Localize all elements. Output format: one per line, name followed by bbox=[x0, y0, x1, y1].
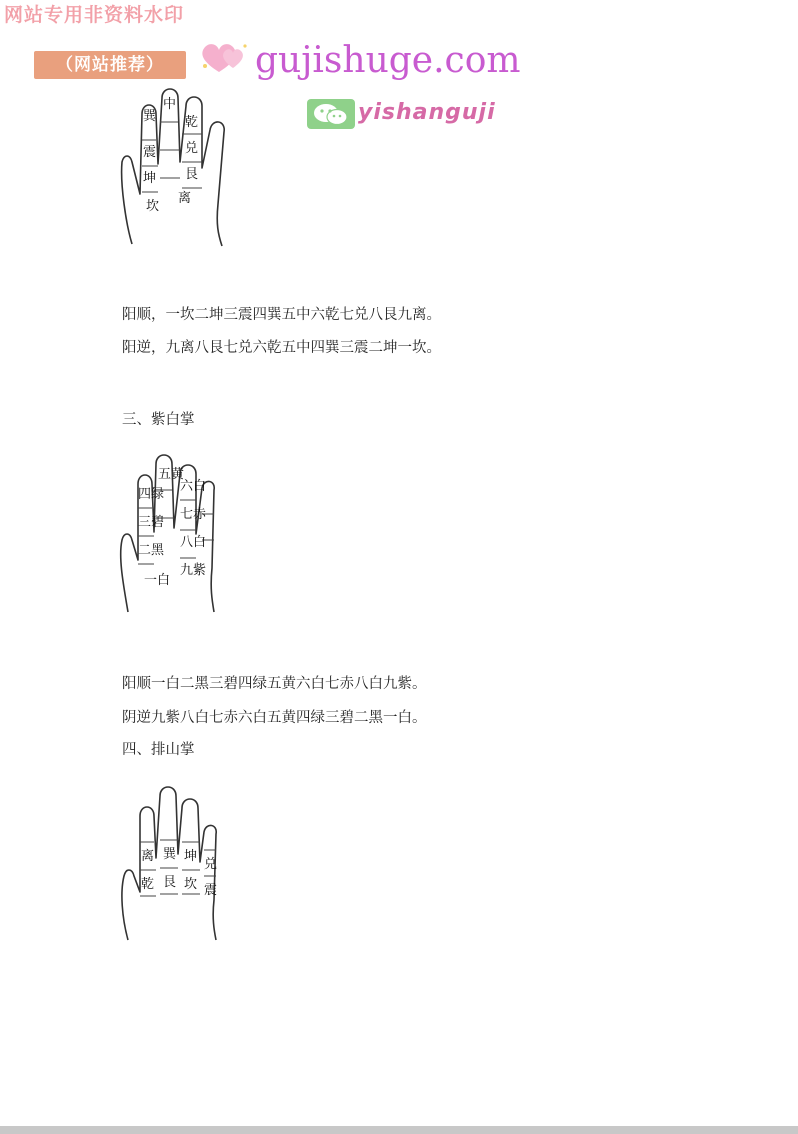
paishan-dui: 兑 bbox=[204, 857, 218, 872]
zibai-sanbi: 三碧 bbox=[138, 515, 165, 530]
text-yang-ni-trigrams: 阳逆，九离八艮七兑六乾五中四巽三震二坤一坎。 bbox=[122, 340, 441, 356]
zibai-liubai: 六白 bbox=[180, 479, 207, 494]
watermark-top-text: 网站专用非资料水印 bbox=[4, 4, 185, 26]
hearts-icon bbox=[197, 38, 253, 82]
trigram-zhong: 中 bbox=[163, 97, 177, 112]
wechat-id-text: yishanguji bbox=[358, 100, 496, 125]
heading-paishan-palm: 四、排山掌 bbox=[122, 742, 195, 758]
wechat-icon bbox=[307, 99, 355, 133]
zibai-babai: 八白 bbox=[180, 535, 207, 550]
hand-diagram-zibai bbox=[118, 448, 228, 618]
trigram-qian: 乾 bbox=[185, 115, 199, 130]
trigram-zhen: 震 bbox=[143, 145, 157, 160]
trigram-kun: 坤 bbox=[143, 171, 157, 186]
hand-diagram-trigrams bbox=[118, 84, 238, 254]
zibai-qichi: 七赤 bbox=[180, 507, 207, 522]
paishan-kan: 坎 bbox=[184, 877, 198, 892]
website-url: gujishuge.com bbox=[255, 40, 521, 81]
text-yin-ni-zibai: 阴逆九紫八白七赤六白五黄四绿三碧二黑一白。 bbox=[122, 710, 427, 726]
heading-zibai-palm: 三、紫白掌 bbox=[122, 412, 195, 428]
paishan-kun: 坤 bbox=[184, 849, 198, 864]
paishan-zhen: 震 bbox=[204, 883, 218, 898]
trigram-xun: 巽 bbox=[143, 109, 157, 124]
website-recommend-badge: （网站推荐） bbox=[34, 51, 186, 79]
paishan-qian: 乾 bbox=[141, 877, 155, 892]
zibai-wuhuang: 五黄 bbox=[158, 467, 185, 482]
paishan-li: 离 bbox=[141, 849, 155, 864]
trigram-li: 离 bbox=[178, 191, 192, 206]
zibai-yibai: 一白 bbox=[144, 573, 171, 588]
zibai-silu: 四绿 bbox=[138, 487, 165, 502]
trigram-dui: 兑 bbox=[185, 141, 199, 156]
trigram-gen: 艮 bbox=[185, 167, 199, 182]
trigram-kan: 坎 bbox=[146, 199, 160, 214]
text-yang-shun-zibai: 阳顺一白二黑三碧四绿五黄六白七赤八白九紫。 bbox=[122, 676, 427, 692]
text-yang-shun-trigrams: 阳顺，一坎二坤三震四巽五中六乾七兑八艮九离。 bbox=[122, 307, 441, 323]
paishan-xun: 巽 bbox=[163, 847, 177, 862]
zibai-erhei: 二黑 bbox=[138, 543, 165, 558]
hand-diagram-paishan bbox=[118, 782, 228, 947]
zibai-jiuzi: 九紫 bbox=[180, 563, 207, 578]
paishan-gen: 艮 bbox=[163, 875, 177, 890]
page-bottom-bar bbox=[0, 1126, 798, 1134]
